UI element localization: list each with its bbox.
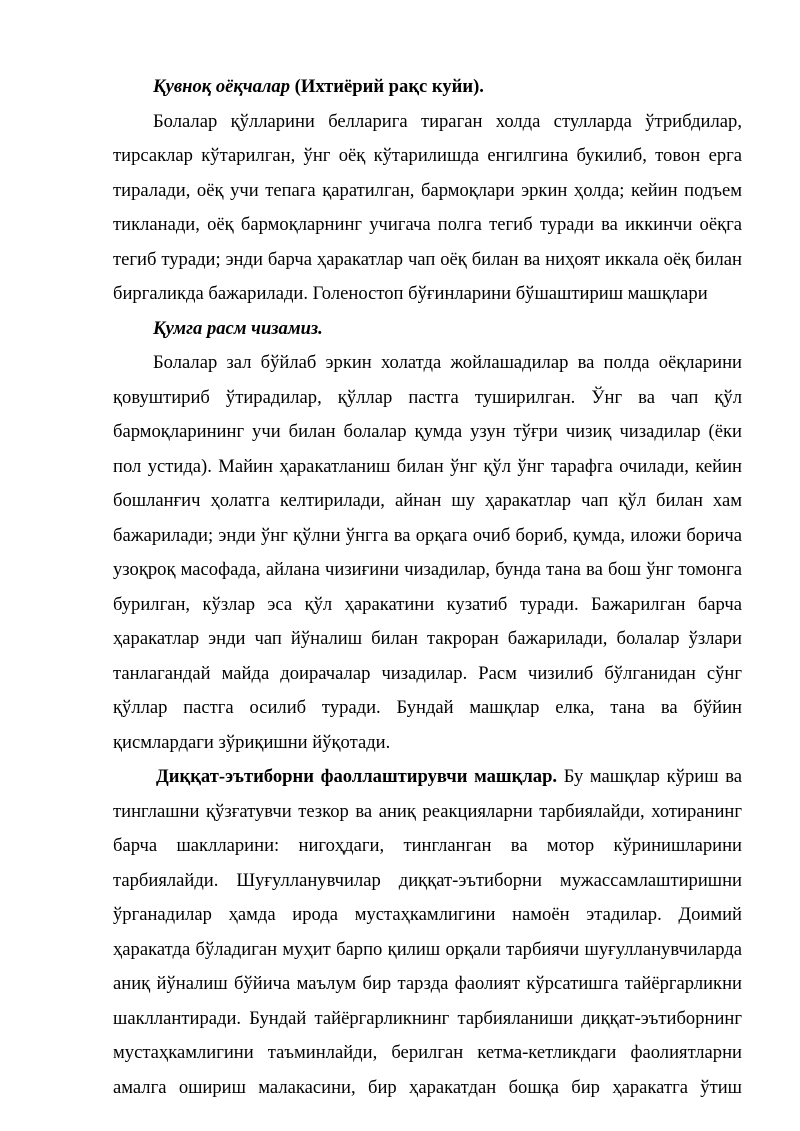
- section-heading: [113, 312, 742, 347]
- paragraph-lead-title: Диққат-эътиборни фаоллаштирувчи машқлар.: [156, 766, 558, 787]
- paragraph-text: Бу машқлар кўриш ва тинглашни қўзғатувчи тезкор ва аниқ реакцияларни тарбиялайди, хотиранинг барча шаклларини: нигоҳдаги, тингланган ва мотор кўринишларини тарбиялайди. Шуғулланувчилар диққат-эътиборни мужассамлаштиришни ўрганадилар ҳамда ирода мустаҳкамлигини намоён этадилар. Доимий ҳаракатда бўладиган муҳит барпо қилиш орқали тарбиячи шуғулланувчиларда аниқ йўналиш бўйича маълум бир тарзда фаолият кўрсатишга тайёргарликни шакллантиради. Бундай тайёргарликнинг тарбияланиши диққат-эътиборнинг мустаҳкамлигини таъминлайди, берилган кетма-кетликдаги фаолиятларни амалга ошириш малакасини, бир ҳаракатдан бошқа бир ҳаракатга ўтиш: [113, 766, 743, 1098]
- paragraph: [113, 760, 742, 1105]
- section-heading: [113, 70, 742, 105]
- section-title-italic: Қумга расм чизамиз.: [153, 317, 323, 339]
- section-title-italic: Қувноқ оёқчалар: [153, 76, 291, 97]
- paragraph: Болалар қўлларини белларига тираган холда стулларда ўтрибдилар, тирсаклар кўтарилган, ўнг оёқ кўтарилишда енгилгина букилиб, товон ерга тиралади, оёқ учи тепага қаратилган, бармоқлари эркин ҳолда; кейин подъем тикланади, оёқ бармоқларнинг учигача полга тегиб туради ва иккинчи оёқга тегиб туради; энди барча ҳаракатлар чап оёқ билан ва ниҳоят иккала оёқ билан биргаликда бажарилади. Голеностоп бўғинларини бўшаштириш машқлари: [113, 110, 742, 304]
- document-page: [113, 70, 742, 1105]
- section-title-note: (Ихтиёрий рақс куйи).: [290, 76, 484, 97]
- paragraph: Болалар зал бўйлаб эркин холатда жойлашадилар ва полда оёқларини қовуштириб ўтирадилар, қўллар пастга туширилган. Ўнг ва чап қўл бармоқларининг учи билан болалар қумда узун тўғри чизиқ чизадилар (ёки пол устида). Майин ҳаракатланиш билан ўнг қўл ўнг тарафга очилади, кейин бошланғич ҳолатга келтирилади, айнан шу ҳаракатлар чап қўл билан хам бажарилади; энди ўнг қўлни ўнгга ва орқага очиб бориб, қумда, иложи борича узоқроқ масофада, айлана чизиғини чизадилар, бунда тана ва бош ўнг томонга бурилган, кўзлар эса қўл ҳаракатини кузатиб туради. Бажарилган барча ҳаракатлар энди чап йўналиш билан такроран бажарилади, болалар ўзлари танлагандай майда доирачалар чизадилар. Расм чизилиб бўлганидан сўнг қўллар пастга осилиб туради. Бундай машқлар елка, тана ва бўйин қисмлардаги зўриқишни йўқотади.: [113, 352, 742, 753]
